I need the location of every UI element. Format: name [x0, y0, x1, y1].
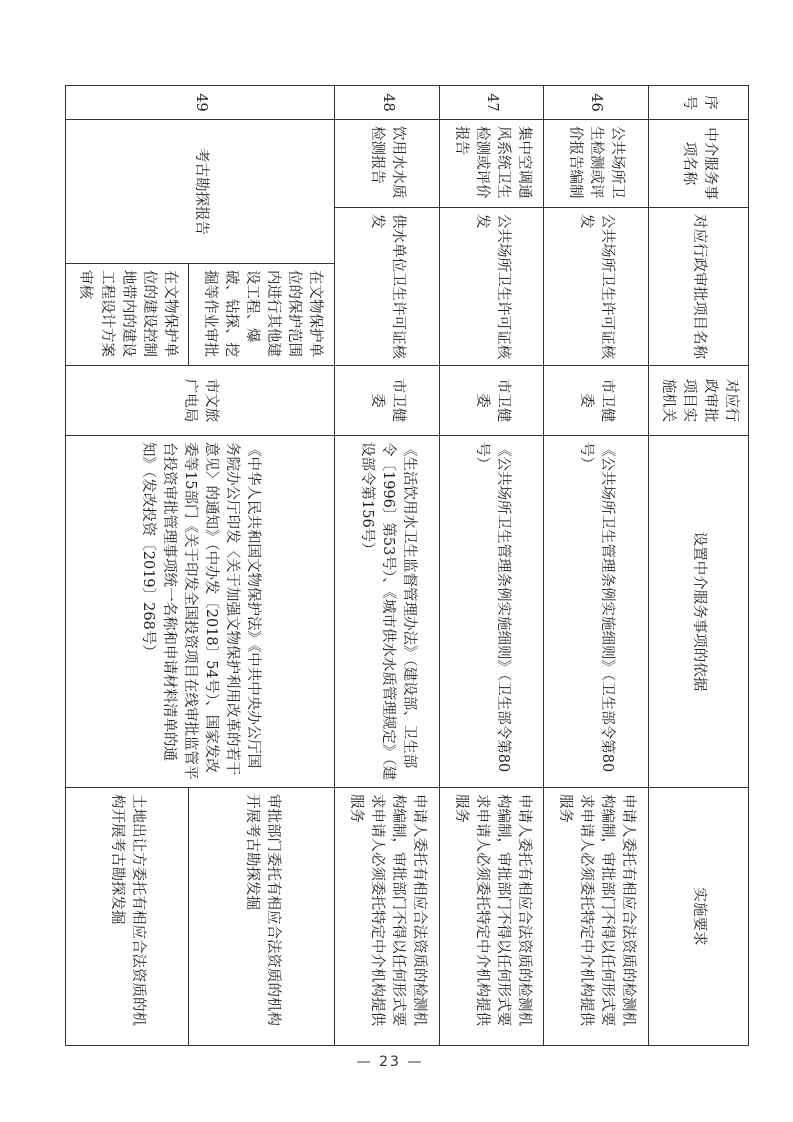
row-approval-item-1: 在文物保护单位的保护范围内进行其他建设工程、爆破、钻探、挖掘等作业审批	[189, 264, 335, 366]
row-basis: 《公共场所卫生管理条例实施细则》（卫生部令第80号）	[543, 436, 648, 788]
table-row	[543, 86, 648, 1046]
table-row	[440, 86, 543, 1046]
header-row	[649, 86, 749, 1046]
row-requirement: 申请人委托有相应合法资质的检测机构编制，审批部门不得以任何形式要求申请人必须委托特定中介机构提供服务	[543, 788, 648, 1046]
row-authority: 市卫健委	[335, 366, 440, 436]
row-approval-name: 公共场所卫生许可证核发	[543, 208, 648, 366]
row-service-name: 饮用水水质检测报告	[335, 120, 440, 208]
row-service-name: 集中空调通风系统卫生检测或评价报告	[440, 120, 543, 208]
row-basis: 《公共场所卫生管理条例实施细则》（卫生部令第80号）	[440, 436, 543, 788]
row-approval-name: 供水单位卫生许可证核发	[335, 208, 440, 366]
row-approval-item-2: 在文物保护单位的建设控制地带内的建设工程设计方案审核	[66, 264, 189, 366]
row-basis: 《中华人民共和国文物保护法》《中共中央办公厅国务院办公厅印发〈关于加强文物保护利用改革的若干意见〉的通知》（中办发〔2018〕54号）、国家发改委等15部门《关于印发全国投资项目在线审批监管平台投资审批管理事项统一名称和申请材料清单的通知》（发改投资〔2019〕268号）	[66, 436, 335, 788]
row-seq: 49	[66, 86, 335, 120]
intermediary-services-table	[65, 85, 749, 1046]
row-approval-name: 公共场所卫生许可证核发	[440, 208, 543, 366]
header-seq: 序号	[649, 86, 749, 120]
table-row	[189, 86, 335, 1046]
header-basis: 设置中介服务事项的依据	[649, 436, 749, 788]
header-authority: 对应行政审批项目实施机关	[649, 366, 749, 436]
header-requirement: 实施要求	[649, 788, 749, 1046]
row-requirement-1: 审批部门委托有相应合法资质的机构开展考古勘探发掘	[189, 788, 335, 1046]
row-authority: 市文旅广电局	[66, 366, 335, 436]
row-seq: 48	[335, 86, 440, 120]
row-authority: 市卫健委	[543, 366, 648, 436]
row-authority: 市卫健委	[440, 366, 543, 436]
row-service-name: 公共场所卫生检测或评价报告编制	[543, 120, 648, 208]
row-requirement: 申请人委托有相应合法资质的检测机构编制，审批部门不得以任何形式要求申请人必须委托特定中介机构提供服务	[335, 788, 440, 1046]
header-approval-name: 对应行政审批项目名称	[649, 208, 749, 366]
page-number: — 23 —	[356, 1054, 424, 1070]
table-row	[335, 86, 440, 1046]
row-seq: 46	[543, 86, 648, 120]
row-requirement-2: 土地出让方委托有相应合法资质的机构开展考古勘探发掘	[66, 788, 189, 1046]
row-requirement: 申请人委托有相应合法资质的检测机构编制，审批部门不得以任何形式要求申请人必须委托特定中介机构提供服务	[440, 788, 543, 1046]
header-service-name: 中介服务事项名称	[649, 120, 749, 208]
rotated-page	[65, 85, 749, 1045]
row-service-name: 考古勘探报告	[66, 120, 335, 264]
row-basis: 《生活饮用水卫生监督管理办法》（建设部、卫生部令〔1996〕第53号）、《城市供水水质管理规定》（建设部令第156号）	[335, 436, 440, 788]
row-seq: 47	[440, 86, 543, 120]
